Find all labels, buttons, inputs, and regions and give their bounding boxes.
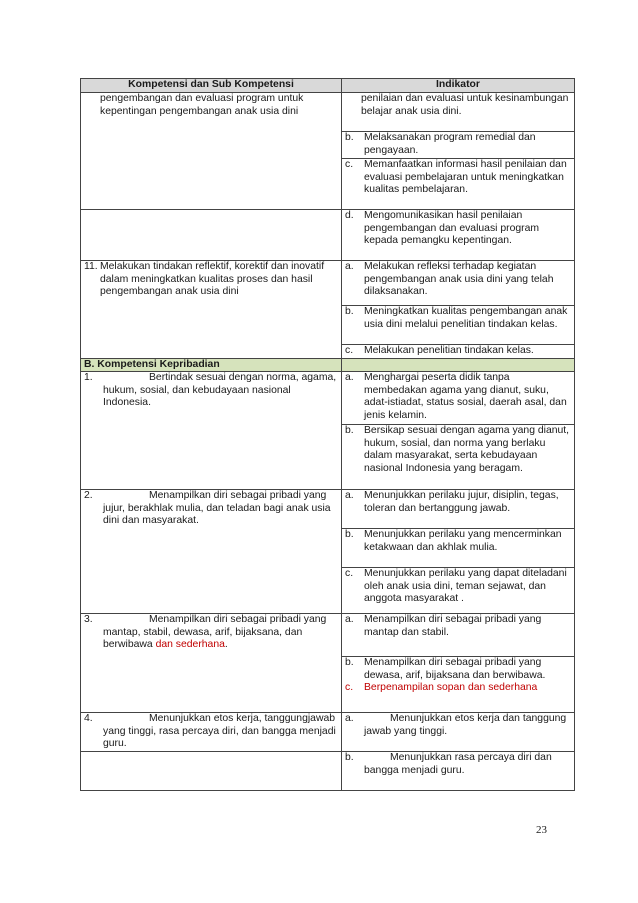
indicator-letter: b. (345, 657, 354, 669)
competency-text: Menampilkan diri sebagai pribadi yang jujur, berakhlak mulia, dan teladan bagi anak usia dini dan masyarakat. (103, 490, 331, 527)
section-title: B. Kompetensi Kepribadian (81, 358, 342, 372)
header-indicator: Indikator (342, 79, 575, 93)
indicator-text: Melaksanakan program remedial dan pengayaan. (364, 132, 536, 156)
competency-number: 11. (84, 261, 98, 272)
section-cell-empty (342, 358, 575, 372)
indicator-letter: b. (345, 132, 354, 143)
competency-cell (81, 713, 342, 752)
table-row (81, 261, 575, 306)
indicator-text: Meningkatkan kualitas pengembangan anak usia dini melalui penelitian tindakan kelas. (364, 306, 568, 330)
competency-number: 3. (84, 614, 93, 626)
table-row (81, 93, 575, 132)
table-row (81, 614, 575, 657)
indicator-cell (342, 490, 575, 529)
competency-cell (81, 261, 342, 359)
indicator-cell (342, 159, 575, 210)
competency-cell-empty (81, 210, 342, 261)
indicator-letter: c. (345, 568, 354, 580)
indicator-cell (342, 529, 575, 568)
indicator-text: penilaian dan evaluasi untuk kesinambungan belajar anak usia dini. (361, 93, 569, 117)
indicator-text: Bersikap sesuai dengan agama yang dianut, hukum, sosial, dan norma yang berlaku dalam masyarakat, serta kebudayaan nasional Indonesia yang beragam. (364, 425, 570, 474)
table-row (81, 372, 575, 425)
page-number: 23 (536, 824, 547, 836)
competency-number: 4. (84, 713, 93, 725)
indicator-cell (342, 713, 575, 752)
indicator-cell (342, 306, 575, 345)
indicator-letter: b. (345, 752, 354, 764)
indicator-text: Melakukan penelitian tindakan kelas. (364, 345, 534, 356)
indicator-text: Menunjukkan perilaku yang mencerminkan ketakwaan dan akhlak mulia. (364, 529, 562, 553)
competency-text-highlight: dan sederhana (155, 639, 225, 651)
indicator-text: Menampilkan diri sebagai pribadi yang mantap dan stabil. (364, 614, 542, 638)
indicator-text: Mengomunikasikan hasil penilaian pengembangan dan evaluasi program kepada pemangku kepentingan. (364, 210, 540, 247)
competency-text: Melakukan tindakan reflektif, korektif dan inovatif dalam meningkatkan kualitas proses dan hasil pengembangan anak usia dini (100, 261, 325, 298)
competency-cell-empty (81, 752, 342, 791)
indicator-cell (342, 372, 575, 425)
indicator-text: Menghargai peserta didik tanpa membedakan agama yang dianut, suku, adat-istiadat, status sosial, daerah asal, dan jenis kelamin. (364, 372, 567, 421)
competency-text: Menunjukkan etos kerja, tanggungjawab yang tinggi, rasa percaya diri, dan bangga menjadi guru. (103, 713, 336, 750)
indicator-letter: a. (345, 490, 354, 502)
competency-text: pengembangan dan evaluasi program untuk kepentingan pengembangan anak usia dini (100, 93, 304, 117)
indicator-cell (342, 425, 575, 490)
indicator-cell (342, 614, 575, 657)
competency-cell (81, 372, 342, 490)
competency-text: Bertindak sesuai dengan norma, agama, hukum, sosial, dan kebudayaan nasional Indonesia. (103, 372, 337, 409)
indicator-text-highlight: Berpenampilan sopan dan sederhana (364, 682, 538, 694)
competency-table (80, 78, 575, 791)
indicator-text: Menunjukkan rasa percaya diri dan bangga menjadi guru. (364, 752, 552, 776)
indicator-cell (342, 261, 575, 306)
indicator-letter: a. (345, 713, 354, 725)
indicator-cell (342, 657, 575, 713)
indicator-letter: c. (345, 345, 354, 356)
indicator-letter: d. (345, 210, 354, 221)
header-competency: Kompetensi dan Sub Kompetensi (81, 79, 342, 93)
indicator-letter: b. (345, 529, 354, 541)
competency-text: Menampilkan diri sebagai pribadi yang mantap, stabil, dewasa, arif, bijaksana, dan berwibawa (103, 614, 327, 651)
competency-number: 1. (84, 372, 93, 384)
indicator-letter: b. (345, 425, 354, 437)
competency-text-wrap (84, 614, 338, 652)
competency-text-end: . (224, 639, 228, 651)
indicator-text: Memanfaatkan informasi hasil penilaian dan evaluasi pembelajaran untuk meningkatkan kualitas pembelajaran. (364, 159, 567, 196)
indicator-cell (342, 568, 575, 614)
indicator-cell (342, 752, 575, 791)
indicator-letter: c. (345, 682, 354, 694)
indicator-text: Menunjukkan perilaku jujur, disiplin, tegas, toleran dan bertanggung jawab. (364, 490, 559, 514)
indicator-letter: a. (345, 261, 354, 272)
indicator-letter: b. (345, 306, 354, 317)
indicator-letter: a. (345, 372, 354, 384)
table-row (81, 713, 575, 752)
indicator-cell (342, 93, 575, 132)
indicator-text: Menampilkan diri sebagai pribadi yang dewasa, arif, bijaksana dan berwibawa. (364, 657, 546, 681)
table-row (81, 490, 575, 529)
indicator-letter: a. (345, 614, 354, 626)
table-row (81, 752, 575, 791)
indicator-letter: c. (345, 159, 354, 170)
table-header-row (81, 79, 575, 93)
indicator-text: Melakukan refleksi terhadap kegiatan pengembangan anak usia dini yang telah dilaksanakan. (364, 261, 554, 298)
section-row (81, 358, 575, 372)
competency-cell (81, 490, 342, 614)
table-row (81, 210, 575, 261)
indicator-cell (342, 132, 575, 159)
competency-number: 2. (84, 490, 93, 502)
indicator-text: Menunjukkan etos kerja dan tanggung jawab yang tinggi. (364, 713, 567, 737)
indicator-cell (342, 210, 575, 261)
indicator-cell (342, 345, 575, 359)
competency-cell (81, 93, 342, 210)
competency-cell (81, 614, 342, 713)
indicator-text: Menunjukkan perilaku yang dapat diteladani oleh anak usia dini, teman sejawat, dan anggota masyarakat . (364, 568, 567, 605)
